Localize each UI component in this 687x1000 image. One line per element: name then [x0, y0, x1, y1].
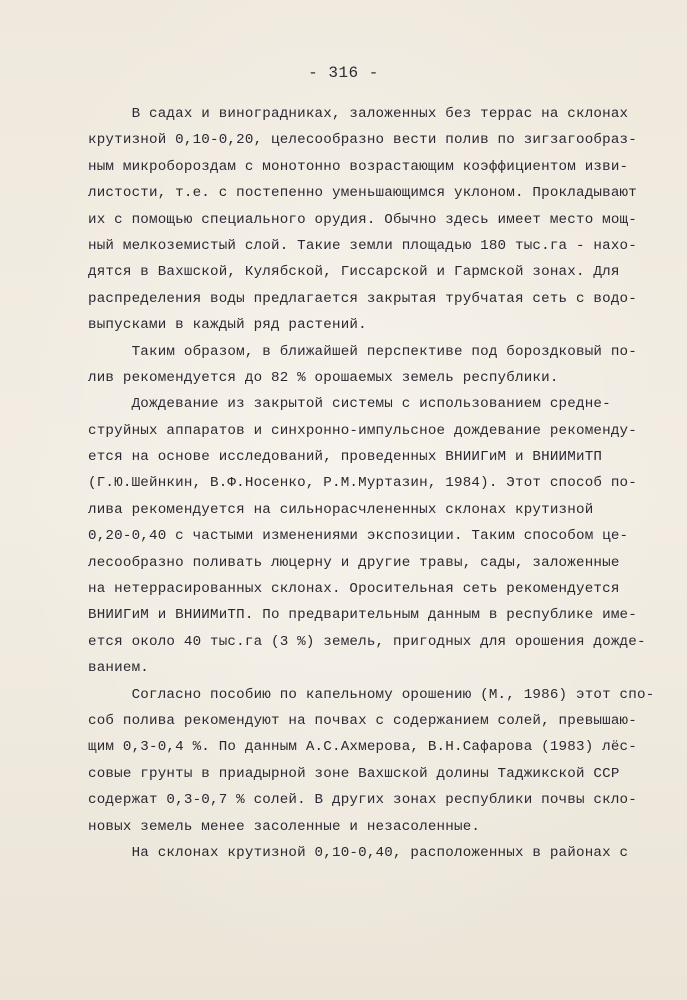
text-line: 0,20-0,40 с частыми изменениями экспозиции. Таким способом це-	[88, 528, 629, 545]
text-line: ный мелкоземистый слой. Такие земли площадью 180 тыс.га - нахо-	[88, 237, 637, 254]
text-line: щим 0,3-0,4 %. По данным А.С.Ахмерова, В.Н.Сафарова (1983) лёс-	[88, 739, 637, 756]
text-line: ется на основе исследований, проведенных ВНИИГиМ и ВНИИМиТП	[88, 449, 603, 466]
text-line: Дождевание из закрытой системы с использованием средне-	[88, 396, 611, 413]
text-line: на нетеррасированных склонах. Оросительная сеть рекомендуется	[88, 581, 620, 598]
text-line: В садах и виноградниках, заложенных без террас на склонах	[88, 106, 629, 122]
text-line: их с помощью специального орудия. Обычно здесь имеет место мощ-	[88, 211, 637, 228]
text-line: содержат 0,3-0,7 % солей. В других зонах республики почвы скло-	[88, 792, 637, 809]
text-line: ным микробороздам с монотонно возрастающим коэффициентом изви-	[88, 158, 629, 175]
text-line: листости, т.е. с постепенно уменьшающимся уклоном. Прокладывают	[88, 185, 637, 202]
text-line: ванием.	[88, 660, 149, 677]
text-line: струйных аппаратов и синхронно-импульсное дождевание рекоменду-	[88, 422, 637, 439]
text-line: лива рекомендуется на сильнорасчлененных склонах крутизной	[88, 501, 594, 518]
text-line: выпусками в каждый ряд растений.	[88, 317, 367, 334]
page-number: - 316 -	[308, 64, 379, 82]
text-line: распределения воды предлагается закрытая трубчатая сеть с водо-	[88, 290, 637, 307]
text-line: новых земель менее засоленные и незасоленные.	[88, 818, 481, 835]
body-text	[88, 101, 655, 866]
text-line: Таким образом, в ближайшей перспективе под бороздковый по-	[88, 343, 637, 360]
text-line: (Г.Ю.Шейнкин, В.Ф.Носенко, Р.М.Муртазин, 1984). Этот способ по-	[88, 475, 637, 492]
text-line: На склонах крутизной 0,10-0,40, расположенных в районах с	[88, 844, 629, 861]
text-line: ВНИИГиМ и ВНИИМиТП. По предварительным данным в республике име-	[88, 607, 637, 624]
text-line: лесообразно поливать люцерну и другие травы, сады, заложенные	[88, 554, 620, 571]
text-line: дятся в Вахшской, Кулябской, Гиссарской и Гармской зонах. Для	[88, 264, 620, 281]
text-line: лив рекомендуется до 82 % орошаемых земель республики.	[88, 369, 559, 386]
text-line: совые грунты в приадырной зоне Вахшской долины Таджикской ССР	[88, 765, 620, 782]
text-line: соб полива рекомендуют на почвах с содержанием солей, превышаю-	[88, 712, 637, 729]
text-line: ется около 40 тыс.га (3 %) земель, пригодных для орошения дожде-	[88, 633, 646, 650]
text-line: Согласно пособию по капельному орошению (М., 1986) этот спо-	[88, 686, 655, 703]
text-line: крутизной 0,10-0,20, целесообразно вести полив по зигзагообраз-	[88, 132, 637, 149]
